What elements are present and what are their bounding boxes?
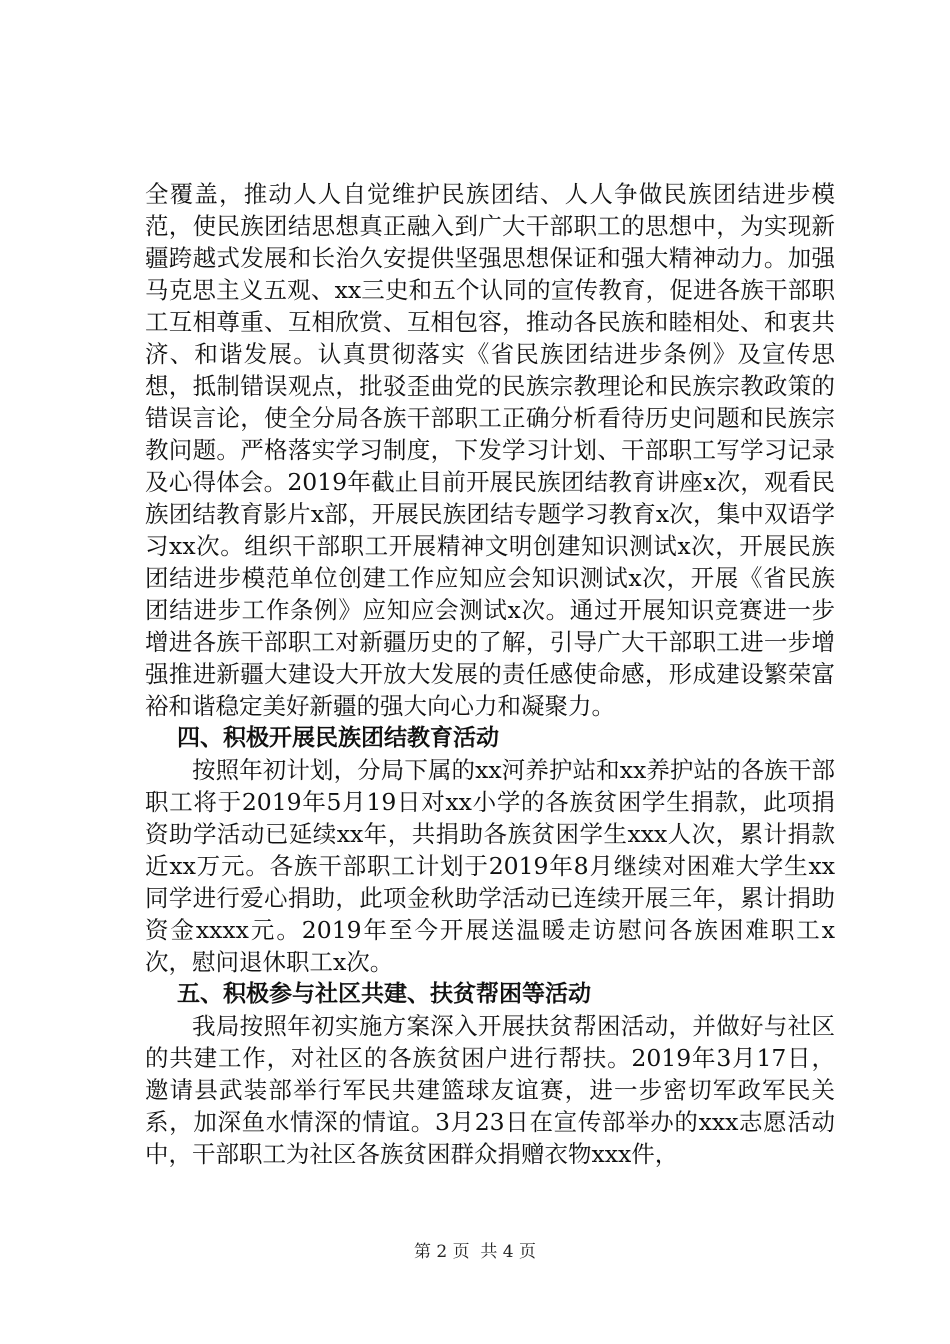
section-heading-4: 四、积极开展民族团结教育活动: [177, 725, 499, 751]
section-heading-5: 五、积极参与社区共建、扶贫帮困等活动: [177, 981, 591, 1007]
paragraph-section-4: 按照年初计划，分局下属的xx河养护站和xx养护站的各族干部职工将于2019年5月19日对xx小学的各族贫困学生捐款，此项捐资助学活动已延续xx年，共捐助各族贫困学生xxx人次，累计捐款近xx万元。各族干部职工计划于2019年8月继续对困难大学生xx同学进行爱心捐助，此项金秋助学活动已连续开展三年，累计捐助资金xxxx元。2019年至今开展送温暖走访慰问各族困难职工x次，慰问退休职工x次。: [145, 756, 835, 976]
paragraph-continuation: 全覆盖，推动人人自觉维护民族团结、人人争做民族团结进步模范，使民族团结思想真正融入到广大干部职工的思想中，为实现新疆跨越式发展和长治久安提供坚强思想保证和强大精神动力。加强马克思主义五观、xx三史和五个认同的宣传教育，促进各族干部职工互相尊重、互相欣赏、互相包容，推动各民族和睦相处、和衷共济、和谐发展。认真贯彻落实《省民族团结进步条例》及宣传思想，抵制错误观点，批驳歪曲党的民族宗教理论和民族宗教政策的错误言论，使全分局各族干部职工正确分析看待历史问题和民族宗教问题。严格落实学习制度，下发学习计划、干部职工写学习记录及心得体会。2019年截止目前开展民族团结教育讲座x次，观看民族团结教育影片x部，开展民族团结专题学习教育x次，集中双语学习xx次。组织干部职工开展精神文明创建知识测试x次，开展民族团结进步模范单位创建工作应知应会知识测试x次，开展《省民族团结进步工作条例》应知应会测试x次。通过开展知识竞赛进一步增进各族干部职工对新疆历史的了解，引导广大干部职工进一步增强推进新疆大建设大开放大发展的责任感使命感，形成建设繁荣富裕和谐稳定美好新疆的强大向心力和凝聚力。: [145, 180, 835, 720]
document-body: [145, 178, 835, 1170]
paragraph-section-5: 我局按照年初实施方案深入开展扶贫帮困活动，并做好与社区的共建工作，对社区的各族贫困户进行帮扶。2019年3月17日，邀请县武装部举行军民共建篮球友谊赛，进一步密切军政军民关系，加深鱼水情深的情谊。3月23日在宣传部举办的xxx志愿活动中，干部职工为社区各族贫困群众捐赠衣物xxx件，: [145, 1012, 835, 1168]
page-number-footer: 第 2 页 共 4 页: [413, 1242, 537, 1262]
